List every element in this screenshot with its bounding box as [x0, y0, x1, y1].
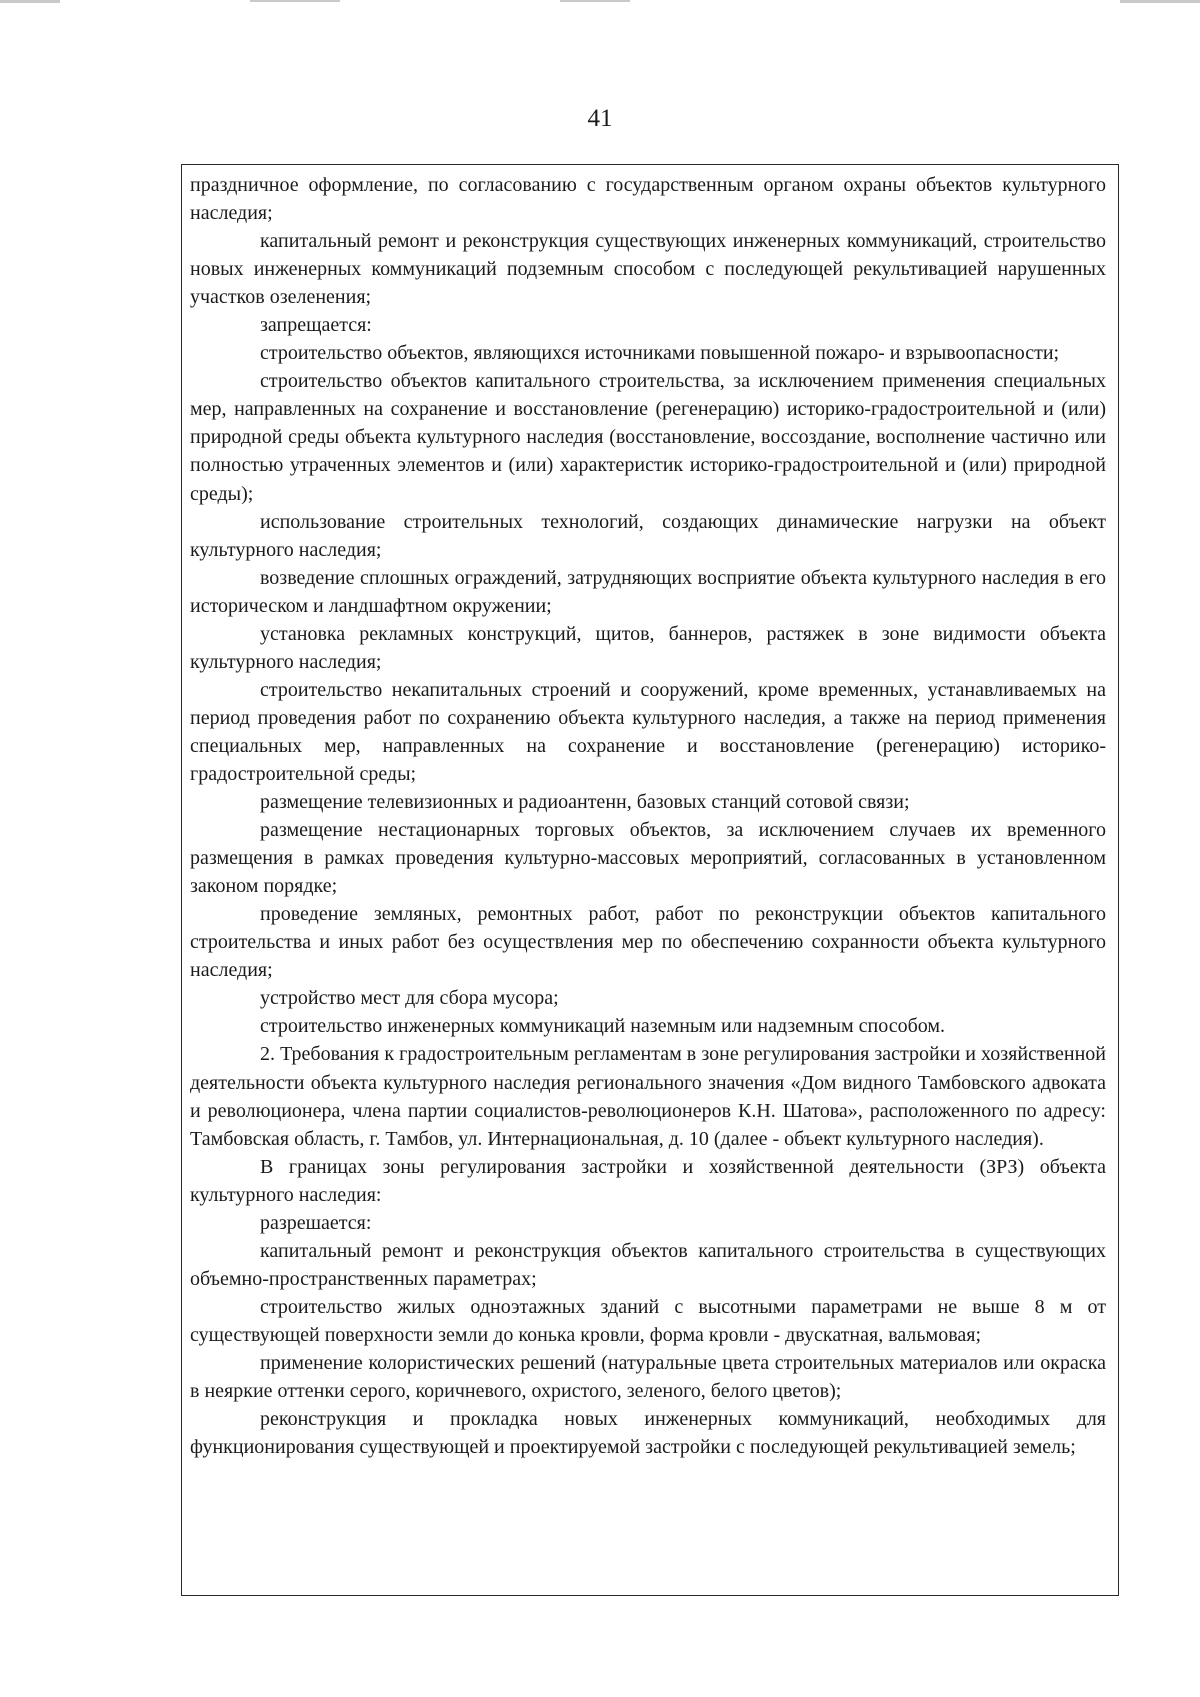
paragraph: 2. Требования к градостроительным регламентам в зоне регулирования застройки и хозяйственной деятельности объекта культурного наследия регионального значения «Дом видного Тамбовского адвоката и революционера, члена партии социалистов-революционеров К.Н. Шатова», расположенного по адресу: Тамбовская область, г. Тамбов, ул. Интернациональная, д. 10 (далее - объект культурного наследия).	[190, 1043, 1106, 1150]
paragraph: праздничное оформление, по согласованию с государственным органом охраны объектов культурного наследия;	[190, 174, 1106, 225]
paragraph: устройство мест для сбора мусора;	[260, 987, 559, 1010]
paragraph: возведение сплошных ограждений, затрудняющих восприятие объекта культурного наследия в его историческом и ландшафтном окружении;	[190, 566, 1106, 617]
paragraph: запрещается:	[260, 314, 372, 337]
scan-edge-mark	[1120, 0, 1200, 3]
paragraph: строительство объектов капитального строительства, за исключением применения специальных мер, направленных на сохранение и восстановление (регенерацию) историко-градостроительной и (или) природной среды объекта культурного наследия (восстановление, воссоздание, восполнение частично или полностью утраченных элементов и (или) характеристик историко-градостроительной и (или) природной среды);	[190, 370, 1106, 505]
paragraph: В границах зоны регулирования застройки и хозяйственной деятельности (ЗРЗ) объекта культурного наследия:	[190, 1155, 1106, 1206]
paragraph: использование строительных технологий, создающих динамические нагрузки на объект культурного наследия;	[190, 510, 1106, 561]
paragraph: строительство некапитальных строений и сооружений, кроме временных, устанавливаемых на период проведения работ по сохранению объекта культурного наследия, а также на период применения специальных мер, направленных на сохранение и восстановление (регенерацию) историко-градостроительной среды;	[190, 678, 1106, 785]
paragraph: размещение нестационарных торговых объектов, за исключением случаев их временного размещения в рамках проведения культурно-массовых мероприятий, согласованных в установленном законом порядке;	[190, 819, 1106, 898]
scan-edge-mark	[560, 0, 630, 2]
scan-edge-mark	[250, 0, 340, 2]
page-number: 41	[587, 105, 613, 132]
paragraph: разрешается:	[260, 1211, 372, 1234]
paragraph: строительство объектов, являющихся источниками повышенной пожаро- и взрывоопасности;	[260, 342, 1060, 365]
paragraph: проведение земляных, ремонтных работ, работ по реконструкции объектов капитального строительства и иных работ без осуществления мер по обеспечению сохранности объекта культурного наследия;	[190, 903, 1106, 982]
paragraph: установка рекламных конструкций, щитов, баннеров, растяжек в зоне видимости объекта культурного наследия;	[190, 622, 1106, 673]
scan-edge-mark	[0, 0, 60, 3]
paragraph: размещение телевизионных и радиоантенн, базовых станций сотовой связи;	[260, 791, 910, 814]
paragraph: применение колористических решений (натуральные цвета строительных материалов или окраска в неяркие оттенки серого, коричневого, охристого, зеленого, белого цветов);	[190, 1351, 1106, 1403]
paragraph: строительство инженерных коммуникаций наземным или надземным способом.	[260, 1015, 946, 1038]
document-text-frame	[181, 164, 1119, 1596]
paragraph: реконструкция и прокладка новых инженерных коммуникаций, необходимых для функционирования существующей и проектируемой застройки с последующей рекультивацией земель;	[190, 1408, 1106, 1459]
paragraph: капитальный ремонт и реконструкция объектов капитального строительства в существующих объемно-пространственных параметрах;	[190, 1239, 1106, 1290]
paragraph: капитальный ремонт и реконструкция существующих инженерных коммуникаций, строительство новых инженерных коммуникаций подземным способом с последующей рекультивацией нарушенных участков озеленения;	[190, 230, 1106, 309]
paragraph: строительство жилых одноэтажных зданий с высотными параметрами не выше 8 м от существующей поверхности земли до конька кровли, форма кровли - двускатная, вальмовая;	[190, 1295, 1106, 1346]
